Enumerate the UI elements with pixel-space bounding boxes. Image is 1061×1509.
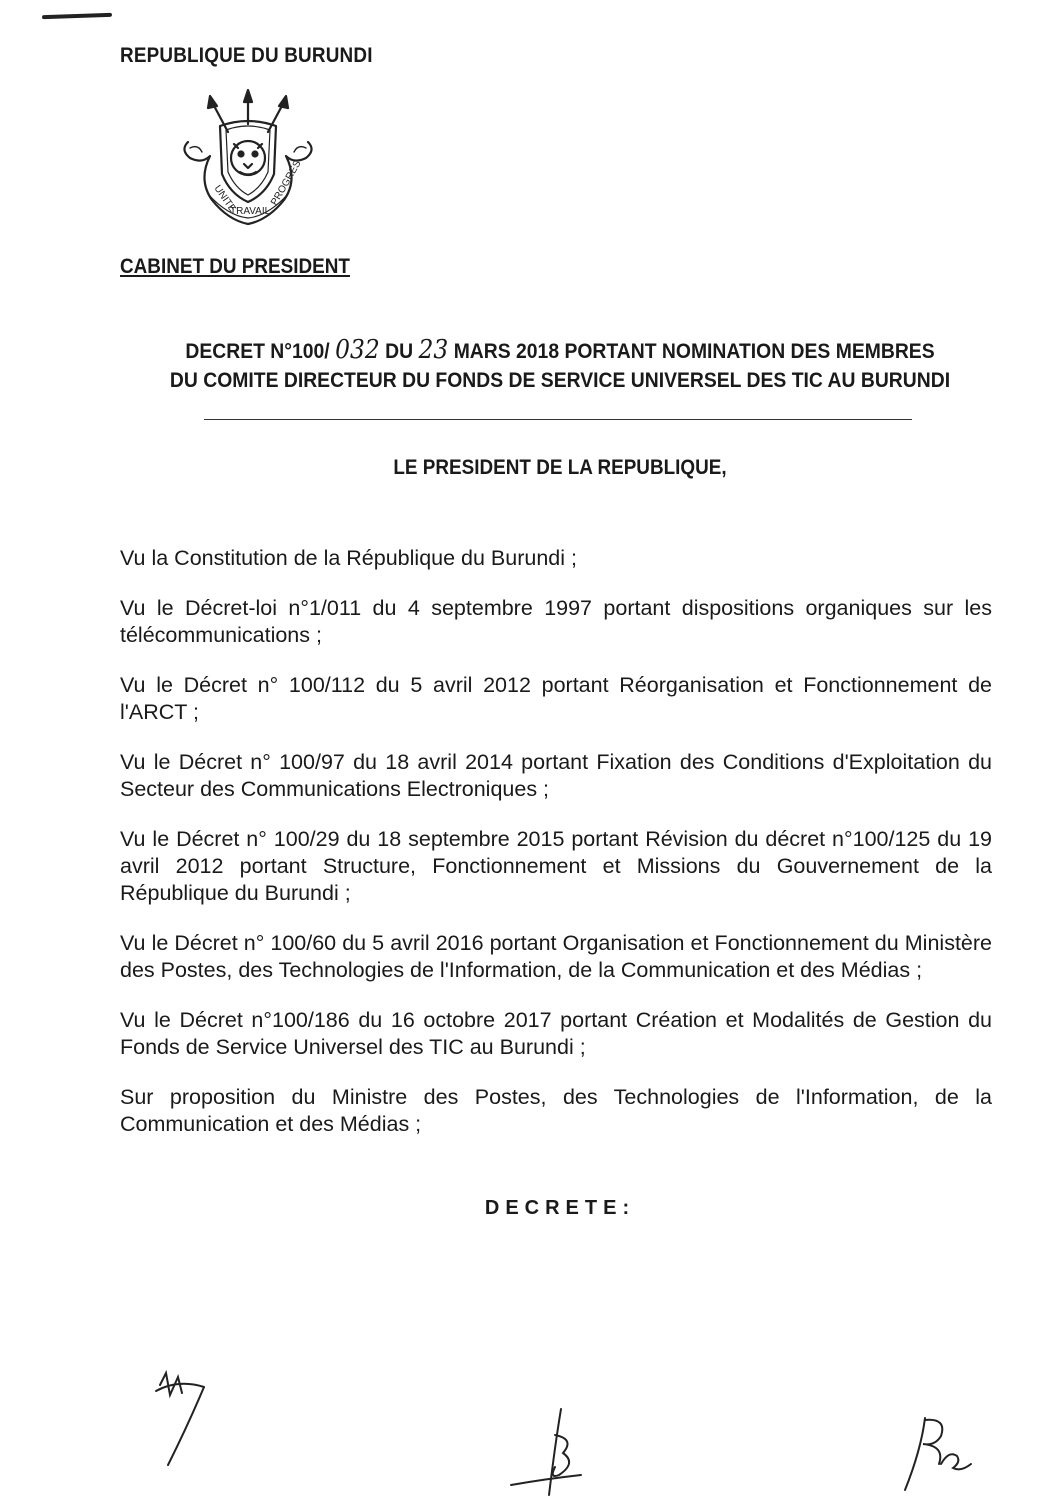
svg-text:UNITE: UNITE xyxy=(211,183,238,215)
svg-text:TRAVAIL: TRAVAIL xyxy=(230,206,271,217)
visa-paragraph: Vu la Constitution de la République du Burundi ; xyxy=(120,546,577,570)
country-heading: REPUBLIQUE DU BURUNDI xyxy=(120,44,373,67)
president-heading: LE PRESIDENT DE LA REPUBLIQUE, xyxy=(393,456,727,479)
visa-paragraph: Vu le Décret n° 100/97 du 18 avril 2014 portant Fixation des Conditions d'Exploitation du Secteur des Communications Electroniques ; xyxy=(120,750,992,801)
visas-list xyxy=(120,545,992,1161)
coat-of-arms-emblem xyxy=(168,84,328,244)
visa-paragraph: Vu le Décret n° 100/112 du 5 avril 2012 portant Réorganisation et Fonctionnement de l'ARCT ; xyxy=(120,673,992,724)
decree-title-line-2: DU COMITE DIRECTEUR DU FONDS DE SERVICE UNIVERSEL DES TIC AU BURUNDI xyxy=(169,368,951,392)
title-du: DU xyxy=(385,339,414,363)
handwritten-initial xyxy=(148,1365,218,1475)
visa-paragraph: Vu le Décret-loi n°1/011 du 4 septembre 1997 portant dispositions organiques sur les télécommunications ; xyxy=(120,596,992,647)
decree-title-line-1 xyxy=(164,336,956,366)
handwritten-day: 23 xyxy=(418,335,449,365)
title-divider xyxy=(204,419,912,420)
cabinet-heading: CABINET DU PRESIDENT xyxy=(120,255,350,278)
visa-paragraph: Vu le Décret n° 100/29 du 18 septembre 2015 portant Révision du décret n°100/125 du 19 avril 2012 portant Structure, Fonctionnement et Missions du Gouvernement de la République du Burundi ; xyxy=(120,827,992,905)
handwritten-initial xyxy=(895,1410,975,1495)
title-prefix: DECRET N°100/ xyxy=(185,339,330,363)
handwritten-initial xyxy=(505,1405,585,1500)
visa-paragraph: Sur proposition du Ministre des Postes, des Technologies de l'Information, de la Communication et des Médias ; xyxy=(120,1085,992,1136)
decree-title xyxy=(164,336,956,395)
visa-paragraph: Vu le Décret n° 100/60 du 5 avril 2016 portant Organisation et Fonctionnement du Ministère des Postes, des Technologies de l'Information, de la Communication et des Médias ; xyxy=(120,931,992,982)
svg-text:PROGRES: PROGRES xyxy=(269,158,304,208)
decrete-heading: DECRETE: xyxy=(484,1197,636,1219)
visa-paragraph: Vu le Décret n°100/186 du 16 octobre 2017 portant Création et Modalités de Gestion du Fonds de Service Universel des TIC au Burundi ; xyxy=(120,1008,992,1059)
handwritten-decree-number: 032 xyxy=(335,335,380,365)
margin-dash-mark xyxy=(42,13,112,19)
title-suffix: MARS 2018 PORTANT NOMINATION DES MEMBRES xyxy=(453,339,935,363)
